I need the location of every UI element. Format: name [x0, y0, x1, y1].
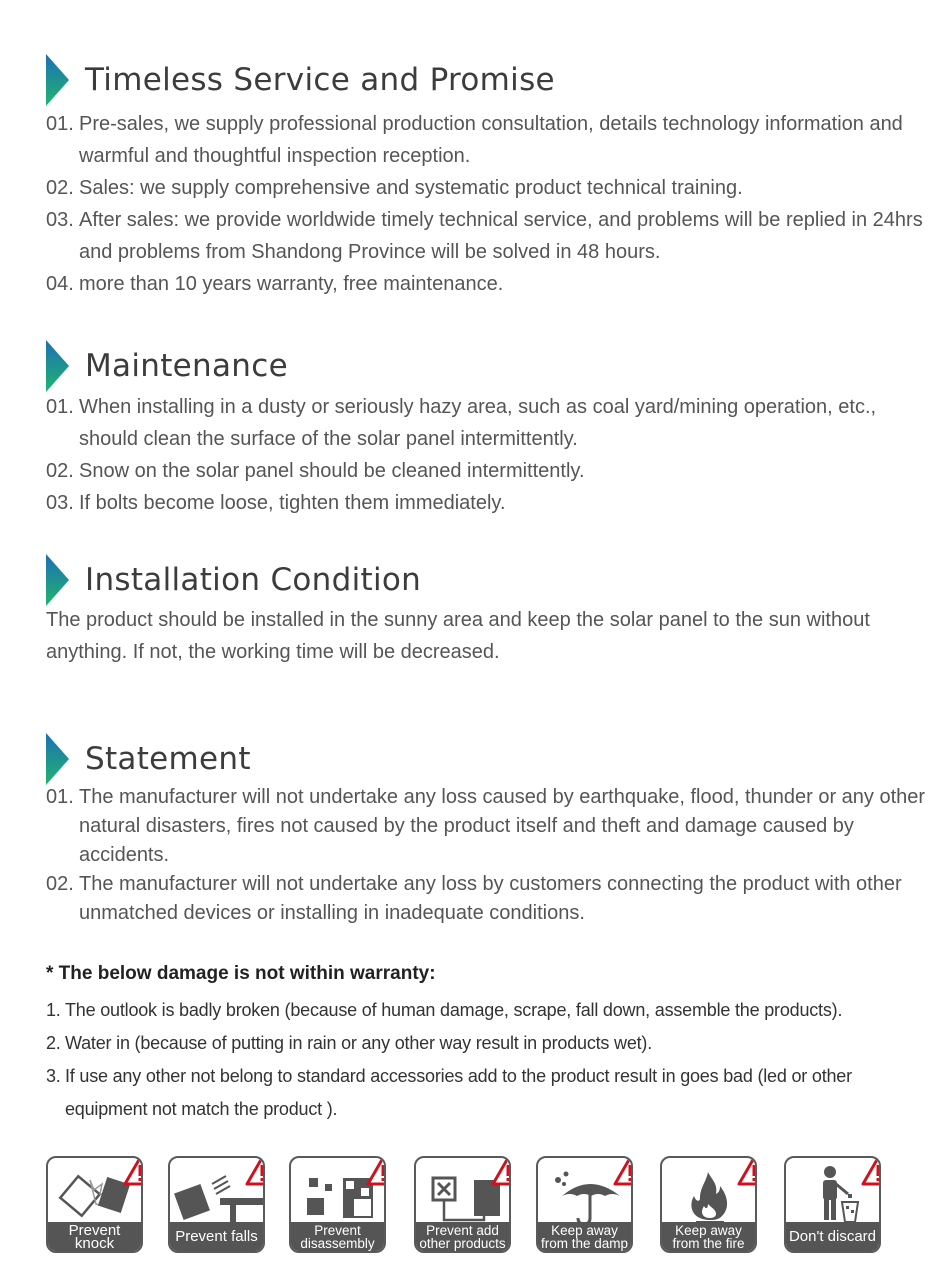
item-number: 3.	[46, 1066, 61, 1086]
installation-text: The product should be installed in the sunny area and keep the solar panel to the sun without anything. If not, the working time will be decreased.	[46, 609, 870, 663]
item-text: The outlook is badly broken (because of human damage, scrape, fall down, assemble the products).	[65, 1000, 843, 1020]
section-title: Statement	[85, 740, 251, 777]
triangle-marker-icon	[46, 733, 69, 785]
list-item	[46, 1060, 926, 1126]
section-title: Installation Condition	[85, 561, 422, 598]
icon-label-line2: from the damp	[540, 1235, 629, 1251]
item-text: After sales: we provide worldwide timely technical service, and problems will be replied in 24hrs and problems from Shandong Province will be solved in 48 hours.	[79, 209, 923, 263]
icon-label-text: Prevent knock	[68, 1221, 121, 1252]
warning-triangle-icon	[366, 1156, 386, 1186]
item-number: 1.	[46, 1000, 61, 1020]
list-item	[46, 783, 926, 870]
item-text: Snow on the solar panel should be cleaned intermittently.	[79, 460, 585, 482]
warning-triangle-icon	[491, 1156, 511, 1186]
item-number: 02.	[46, 873, 74, 895]
list-item	[46, 391, 926, 455]
maintenance-list	[46, 391, 926, 519]
icon-card-keep-away-from-fire	[660, 1156, 757, 1253]
icon-card-keep-away-from-damp	[536, 1156, 633, 1253]
item-number: 02.	[46, 177, 74, 199]
icon-label-line2: other products	[419, 1235, 506, 1251]
list-item	[46, 108, 926, 172]
icon-label-line2: disassembly	[300, 1235, 375, 1251]
icon-label	[662, 1222, 755, 1251]
list-item	[46, 268, 926, 300]
icon-label	[291, 1222, 384, 1251]
list-item	[46, 204, 926, 268]
icon-label	[48, 1222, 141, 1251]
item-text: If use any other not belong to standard accessories add to the product result in goes bad (led or other equipment not match the product ).	[65, 1066, 852, 1119]
item-text: Sales: we supply comprehensive and systematic product technical training.	[79, 177, 743, 199]
list-item	[46, 455, 926, 487]
list-item	[46, 870, 926, 928]
item-number: 01.	[46, 786, 74, 808]
icon-label-text: Prevent falls	[175, 1228, 258, 1245]
warning-triangle-icon	[861, 1156, 881, 1186]
icon-card-prevent-knock	[46, 1156, 143, 1253]
item-text: more than 10 years warranty, free maintenance.	[79, 273, 504, 295]
caution-icons-row	[46, 1156, 896, 1256]
icon-label-line2: from the fire	[672, 1235, 745, 1251]
warning-triangle-icon	[737, 1156, 757, 1186]
icon-label-line1: Keep away	[675, 1222, 742, 1238]
section-title: Maintenance	[85, 347, 288, 384]
item-text: When installing in a dusty or seriously hazy area, such as coal yard/mining operation, etc., should clean the surface of the solar panel intermittently.	[79, 396, 877, 450]
item-text: Pre-sales, we supply professional production consultation, details technology information and warmful and thoughtful inspection reception.	[79, 113, 903, 167]
item-number: 03.	[46, 492, 74, 514]
triangle-marker-icon	[46, 554, 69, 606]
item-number: 01.	[46, 113, 74, 135]
triangle-marker-icon	[46, 54, 69, 106]
section-title: Timeless Service and Promise	[85, 61, 555, 98]
item-text: The manufacturer will not undertake any loss by customers connecting the product with other unmatched devices or installing in inadequate conditions.	[79, 873, 902, 924]
item-number: 04.	[46, 273, 74, 295]
warranty-heading: * The below damage is not within warranty:	[46, 963, 436, 984]
item-text: If bolts become loose, tighten them immediately.	[79, 492, 506, 514]
triangle-marker-icon	[46, 340, 69, 392]
icon-card-prevent-disassembly	[289, 1156, 386, 1253]
icon-label	[170, 1222, 263, 1251]
item-number: 03.	[46, 209, 74, 231]
icon-card-dont-discard	[784, 1156, 881, 1253]
item-text: Water in (because of putting in rain or any other way result in products wet).	[65, 1033, 653, 1053]
icon-label	[538, 1222, 631, 1251]
item-number: 2.	[46, 1033, 61, 1053]
service-list	[46, 108, 926, 300]
list-item	[46, 1027, 926, 1060]
warranty-list	[46, 994, 926, 1126]
statement-list	[46, 783, 926, 928]
item-number: 02.	[46, 460, 74, 482]
list-item	[46, 487, 926, 519]
icon-label	[416, 1222, 509, 1251]
warning-triangle-icon	[245, 1156, 265, 1186]
list-item	[46, 172, 926, 204]
icon-label-line1: Keep away	[551, 1222, 618, 1238]
icon-label-line1: Prevent	[314, 1222, 361, 1238]
icon-label-text: Don't discard	[788, 1228, 877, 1245]
list-item	[46, 994, 926, 1027]
icon-card-prevent-falls	[168, 1156, 265, 1253]
warning-triangle-icon	[613, 1156, 633, 1186]
item-number: 01.	[46, 396, 74, 418]
icon-label	[786, 1222, 879, 1251]
icon-label-line1: Prevent add	[426, 1222, 499, 1238]
warning-triangle-icon	[123, 1156, 143, 1186]
icon-card-prevent-add-other-products	[414, 1156, 511, 1253]
item-text: The manufacturer will not undertake any loss caused by earthquake, flood, thunder or any other natural disasters, fires not caused by the product itself and theft and damage caused by accidents.	[79, 786, 926, 866]
